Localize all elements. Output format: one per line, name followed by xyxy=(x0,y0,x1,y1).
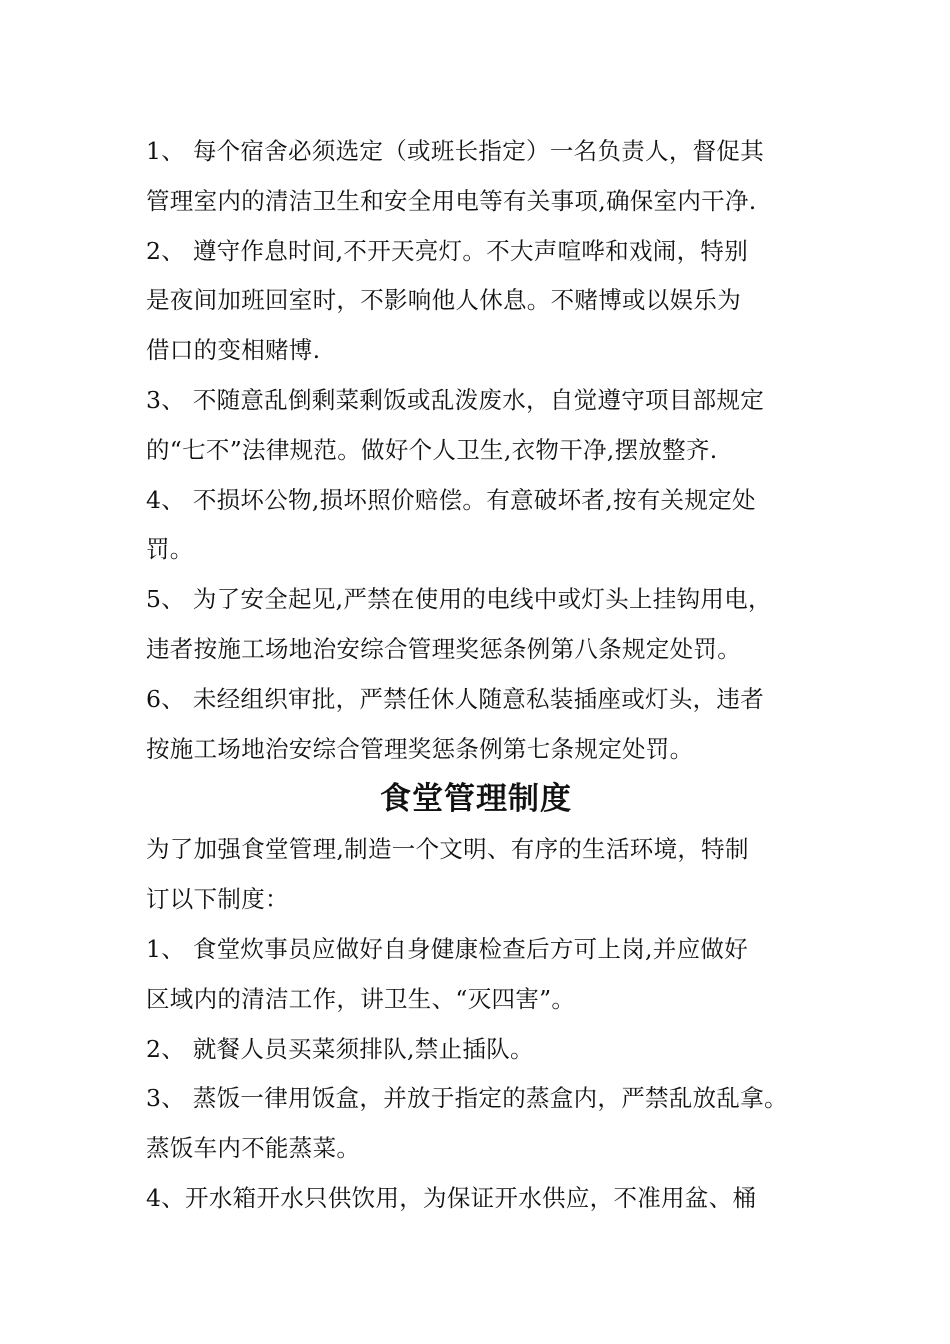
rule-line: 违者按施工场地治安综合管理奖惩条例第八条规定处罚。 xyxy=(146,634,741,663)
rule-line: 借口的变相赌博. xyxy=(146,336,321,365)
rule-line: 是夜间加班回室时，不影响他人休息。不赌博或以娱乐为 xyxy=(146,286,741,315)
rule-line: 4、 不损坏公物,损坏照价赔偿。有意破坏者,按有关规定处 xyxy=(146,485,756,514)
canteen-rule-line: 3、 蒸饭一律用饭盒，并放于指定的蒸盒内，严禁乱放乱拿。 xyxy=(146,1084,788,1113)
rule-line: 2、 遵守作息时间,不开天亮灯。不大声喧哗和戏闹，特别 xyxy=(146,236,748,265)
canteen-rule-line: 1、 食堂炊事员应做好自身健康检查后方可上岗,并应做好 xyxy=(146,934,748,963)
canteen-rule-line: 2、 就餐人员买菜须排队,禁止插队。 xyxy=(146,1034,534,1063)
canteen-rule-line: 订以下制度： xyxy=(146,885,289,914)
rule-line: 1、 每个宿舍必须选定（或班长指定）一名负责人，督促其 xyxy=(146,137,765,165)
rule-line: 罚。 xyxy=(146,535,194,564)
document-body xyxy=(146,127,826,1224)
canteen-rule-line: 区域内的清洁工作，讲卫生、“灭四害”。 xyxy=(146,984,576,1013)
canteen-rule-line: 为了加强食堂管理,制造一个文明、有序的生活环境，特制 xyxy=(146,835,749,864)
rule-line: 3、 不随意乱倒剩菜剩饭或乱泼废水，自觉遵守项目部规定 xyxy=(146,385,765,414)
section-title: 食堂管理制度 xyxy=(380,781,572,818)
rule-line: 管理室内的清洁卫生和安全用电等有关事项,确保室内干净. xyxy=(146,186,757,215)
rule-line: 5、 为了安全起见,严禁在使用的电线中或灯头上挂钩用电， xyxy=(146,585,772,614)
rule-line: 6、 未经组织审批，严禁任休人随意私装插座或灯头，违者 xyxy=(146,684,765,713)
canteen-rule-line: 4、开水箱开水只供饮用，为保证开水供应，不准用盆、桶 xyxy=(146,1183,757,1212)
canteen-rule-line: 蒸饭车内不能蒸菜。 xyxy=(146,1134,361,1163)
rule-line: 的“七不”法律规范。做好个人卫生,衣物干净,摆放整齐. xyxy=(146,435,718,464)
rule-line: 按施工场地治安综合管理奖惩条例第七条规定处罚。 xyxy=(146,734,694,763)
